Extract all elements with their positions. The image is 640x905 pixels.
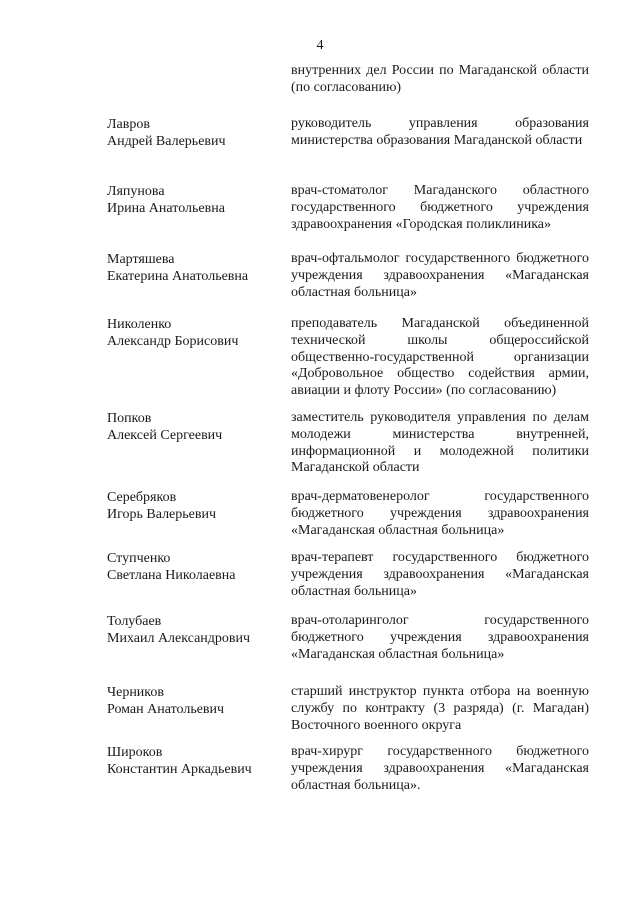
member-name — [107, 550, 277, 584]
member-surname: Николенко — [107, 317, 172, 332]
member-name — [107, 183, 277, 217]
member-position: врач-стоматолог Магаданского областного государственного бюджетного учреждения здравоохранения «Городская поликлиника» — [291, 183, 589, 232]
member-position: заместитель руководителя управления по делам молодежи министерства внутренней, информационной и молодежной политики Магаданской области — [291, 410, 589, 476]
member-position: врач-отоларинголог государственного бюджетного учреждения здравоохранения «Магаданская областная больница» — [291, 613, 589, 662]
member-name — [107, 116, 277, 150]
member-given-names: Екатерина Анатольевна — [107, 269, 249, 284]
member-surname: Ляпунова — [107, 184, 165, 199]
member-surname: Черников — [107, 685, 164, 700]
member-name — [107, 613, 277, 647]
member-name — [107, 489, 277, 523]
member-position: руководитель управления образования министерства образования Магаданской области — [291, 116, 589, 148]
member-given-names: Игорь Валерьевич — [107, 507, 217, 522]
member-position: преподаватель Магаданской объединенной технической школы общероссийской общественно-государственной организации «Добровольное общество содействия армии, авиации и флоту России» (по согласованию) — [291, 316, 589, 399]
member-surname: Широков — [107, 745, 163, 760]
member-position: врач-офтальмолог государственного бюджетного учреждения здравоохранения «Магаданская областная больница» — [291, 251, 589, 300]
member-position: старший инструктор пункта отбора на военную службу по контракту (3 разряда) (г. Магадан) Восточного военного округа — [291, 684, 589, 733]
member-name — [107, 251, 277, 285]
member-name — [107, 316, 277, 350]
member-given-names: Алексей Сергеевич — [107, 428, 223, 443]
member-name — [107, 684, 277, 718]
member-position: врач-хирург государственного бюджетного учреждения здравоохранения «Магаданская областная больница». — [291, 744, 589, 793]
member-position: врач-терапевт государственного бюджетного учреждения здравоохранения «Магаданская областная больница» — [291, 550, 589, 599]
member-given-names: Михаил Александрович — [107, 631, 251, 646]
member-surname: Серебряков — [107, 490, 177, 505]
page-number: 4 — [316, 38, 324, 53]
member-surname: Попков — [107, 411, 152, 426]
member-given-names: Ирина Анатольевна — [107, 201, 225, 216]
member-given-names: Роман Анатольевич — [107, 702, 225, 717]
member-surname: Лавров — [107, 117, 150, 132]
member-given-names: Константин Аркадьевич — [107, 762, 252, 777]
member-given-names: Александр Борисович — [107, 334, 239, 349]
continued-position: внутренних дел России по Магаданской области (по согласованию) — [291, 63, 589, 95]
member-name — [107, 410, 277, 444]
member-position: врач-дерматовенеролог государственного бюджетного учреждения здравоохранения «Магаданская областная больница» — [291, 489, 589, 538]
member-given-names: Андрей Валерьевич — [107, 134, 226, 149]
member-name — [107, 744, 277, 778]
member-surname: Мартяшева — [107, 252, 175, 267]
member-surname: Ступченко — [107, 551, 171, 566]
member-given-names: Светлана Николаевна — [107, 568, 236, 583]
member-surname: Толубаев — [107, 614, 162, 629]
